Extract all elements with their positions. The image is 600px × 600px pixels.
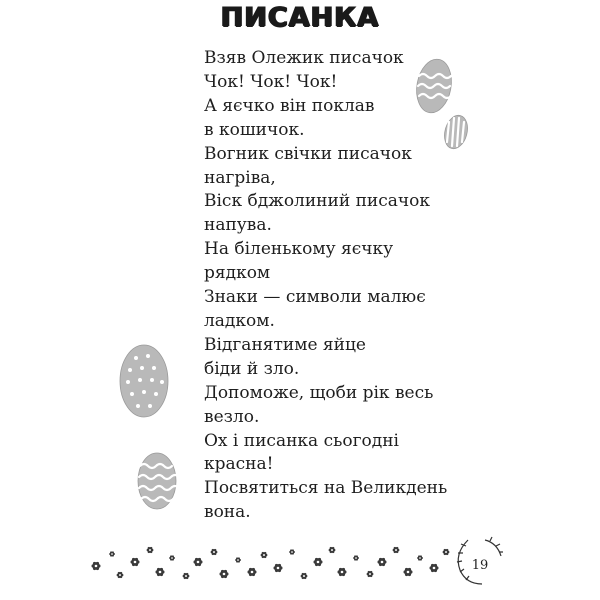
- flower-icon: [194, 558, 203, 566]
- poem-line: біди й зло.: [204, 358, 300, 379]
- flower-icon: [261, 552, 268, 558]
- flower-border: [92, 547, 450, 579]
- easter-egg-wavy-icon: [413, 56, 456, 115]
- flower-icon: [147, 547, 154, 553]
- flower-icon: [289, 549, 295, 554]
- flower-icon: [156, 568, 165, 576]
- flower-icon: [248, 568, 257, 576]
- flower-icon: [314, 558, 323, 566]
- flower-icon: [117, 572, 124, 578]
- poem-line: везло.: [204, 406, 260, 427]
- poem-line: напува.: [204, 215, 272, 236]
- easter-egg-wavy-icon: [138, 453, 179, 509]
- flower-icon: [109, 551, 115, 556]
- poem-line: Вогник свічки писачок: [204, 143, 412, 164]
- poem-line: Взяв Олежик писачок: [204, 48, 404, 68]
- flower-icon: [353, 555, 359, 560]
- flower-icon: [220, 570, 229, 578]
- flower-icon: [443, 549, 450, 555]
- poem-line: рядком: [204, 263, 271, 284]
- poem-line: нагріва,: [204, 167, 276, 188]
- poem-line: ладком.: [204, 310, 275, 331]
- poem-line: в кошичок.: [204, 119, 305, 140]
- flower-icon: [329, 547, 336, 553]
- poem-title: ПИСАНКА: [220, 2, 380, 33]
- flower-icon: [211, 549, 218, 555]
- flower-icon: [430, 564, 439, 572]
- poem-line: Ох і писанка сьогодні: [204, 430, 399, 451]
- flower-icon: [301, 573, 308, 579]
- flower-icon: [378, 558, 387, 566]
- poem-line: красна!: [204, 454, 274, 475]
- poem-line: Допоможе, щоби рік весь: [204, 382, 434, 403]
- poem-line: Знаки — символи малює: [204, 287, 426, 308]
- poem-line: А яєчко він поклав: [204, 95, 375, 116]
- flower-icon: [131, 558, 140, 566]
- easter-egg-striped-icon: [441, 113, 471, 152]
- poem-line: вона.: [204, 502, 251, 523]
- flower-icon: [417, 555, 423, 560]
- flower-icon: [274, 564, 283, 572]
- flower-icon: [169, 555, 175, 560]
- flower-icon: [183, 573, 190, 579]
- flower-icon: [338, 568, 347, 576]
- poem-line: На біленькому яєчку: [204, 239, 394, 260]
- flower-icon: [404, 568, 413, 576]
- flower-icon: [235, 557, 241, 562]
- flower-icon: [367, 571, 374, 577]
- poem-line: Відганятиме яйце: [204, 334, 366, 355]
- poem-line: Віск бджолиний писачок: [204, 191, 430, 212]
- poem-line: Чок! Чок! Чок!: [204, 71, 338, 92]
- flower-icon: [393, 547, 400, 553]
- easter-egg-dotted-icon: [120, 345, 168, 417]
- poem-line: Посвятиться на Великдень: [204, 478, 448, 499]
- flower-icon: [92, 562, 101, 570]
- page-number: 19: [471, 558, 489, 573]
